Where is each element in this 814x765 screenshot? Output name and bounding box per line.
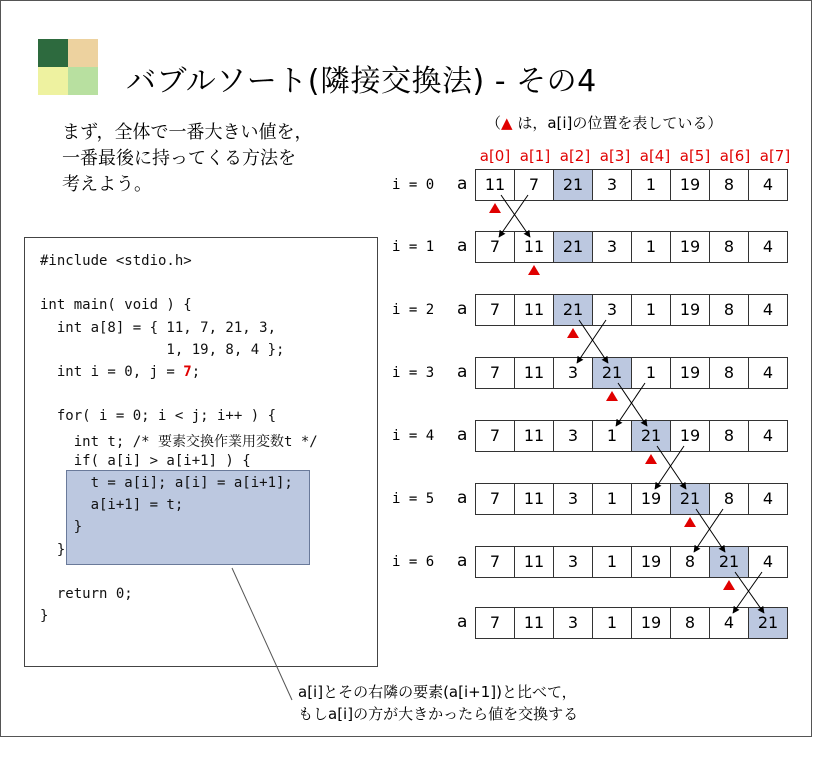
array-cell: 19 [670, 294, 710, 326]
array-cell: 8 [670, 546, 710, 578]
array-cell: 8 [709, 357, 749, 389]
code-line-text: if( a[i] > a[i+1] ) { [40, 452, 251, 469]
array-cell: 4 [748, 357, 788, 389]
callout-text: a[i]とその右隣の要素(a[i+1])と比べて， もしa[i]の方が大きかったら値を交換する [298, 683, 579, 723]
swap-arrow [577, 320, 606, 363]
code-line-text: return 0; [40, 586, 133, 602]
array-cell: 11 [514, 231, 554, 263]
array-cell: 21 [709, 546, 749, 578]
array-cell: 3 [553, 607, 593, 639]
array-cell: 8 [709, 231, 749, 263]
position-marker [567, 328, 579, 338]
array-cell: 11 [514, 546, 554, 578]
array-cell: 1 [631, 231, 671, 263]
swap-arrow [696, 509, 725, 552]
code-line-text: int main( void ) { [40, 297, 192, 314]
array-cell: 11 [514, 357, 554, 389]
note-prefix: （ [486, 114, 502, 132]
array-cell: 21 [670, 483, 710, 515]
array-cell: 3 [592, 169, 632, 201]
array-cell: 3 [592, 231, 632, 263]
marker-triangle-icon: ▲ [501, 114, 513, 132]
array-cell: 11 [475, 169, 515, 201]
position-marker [606, 391, 618, 401]
array-name: a [457, 425, 468, 445]
code-line-text: for( i = 0; i < j; i++ ) { [40, 408, 277, 425]
array-cell: 7 [475, 420, 515, 452]
array-cell: 19 [670, 169, 710, 201]
array-cell: 11 [514, 420, 554, 452]
array-cell: 4 [748, 169, 788, 201]
array-cell: 21 [553, 169, 593, 201]
array-cell: 3 [553, 420, 593, 452]
code-line-text: } [40, 608, 49, 625]
code-line-text: 1, 19, 8, 4 }; [40, 341, 285, 358]
array-cell: 1 [592, 607, 632, 639]
array-cell: 11 [514, 294, 554, 326]
swap-arrow [655, 446, 684, 489]
array-cell: 1 [592, 420, 632, 452]
code-line-text: a[i+1] = t; [40, 497, 184, 514]
array-cell: 21 [592, 357, 632, 389]
index-label: a[4] [639, 147, 671, 165]
row-label: i = 5 [392, 491, 435, 507]
array-cell: 3 [553, 357, 593, 389]
slide-title: バブルソート(隣接交換法) - その4 [126, 64, 597, 99]
array-name: a [457, 299, 468, 319]
array-cell: 3 [553, 546, 593, 578]
position-marker [684, 517, 696, 527]
array-cell: 7 [475, 357, 515, 389]
index-label: a[7] [759, 147, 791, 165]
row-label: i = 3 [392, 365, 435, 381]
array-cell: 1 [631, 169, 671, 201]
array-cell: 19 [670, 357, 710, 389]
position-marker [528, 265, 540, 275]
callout-pointer [232, 568, 292, 700]
array-name: a [457, 488, 468, 508]
array-cell: 19 [670, 420, 710, 452]
array-cell: 7 [514, 169, 554, 201]
array-cell: 21 [748, 607, 788, 639]
array-cell: 4 [748, 420, 788, 452]
note-text: は，a[i]の位置を表している） [512, 114, 723, 132]
array-name: a [457, 551, 468, 571]
array-cell: 19 [631, 607, 671, 639]
array-cell: 7 [475, 231, 515, 263]
swap-arrow [616, 383, 645, 426]
swap-arrow [694, 509, 723, 552]
array-cell: 1 [592, 483, 632, 515]
array-name: a [457, 236, 468, 256]
array-cell: 19 [631, 546, 671, 578]
array-name: a [457, 174, 468, 194]
array-cell: 7 [475, 546, 515, 578]
intro-text: まず，全体で一番大きい値を， 一番最後に持ってくる方法を 考えよう。 [62, 122, 313, 195]
array-cell: 21 [553, 231, 593, 263]
swap-arrow [499, 195, 528, 237]
swap-arrow [733, 572, 762, 613]
array-cell: 4 [709, 607, 749, 639]
array-cell: 8 [709, 420, 749, 452]
swap-arrow [657, 446, 686, 489]
code-line-text: int i = 0, j = [40, 364, 184, 380]
swap-arrow [579, 320, 608, 363]
array-cell: 4 [748, 231, 788, 263]
array-cell: 3 [553, 483, 593, 515]
code-line-text: t = a[i]; a[i] = a[i+1]; [40, 475, 293, 491]
code-line-text: int a[8] = { 11, 7, 21, 3, [40, 319, 277, 336]
array-cell: 11 [514, 607, 554, 639]
array-cell: 8 [709, 294, 749, 326]
array-cell: 4 [748, 294, 788, 326]
array-cell: 7 [475, 483, 515, 515]
array-cell: 8 [670, 607, 710, 639]
array-cell: 7 [475, 294, 515, 326]
swap-arrow [501, 195, 530, 237]
array-cell: 19 [631, 483, 671, 515]
position-marker [723, 580, 735, 590]
array-cell: 4 [748, 546, 788, 578]
index-label: a[0] [479, 147, 511, 165]
j-suffix: ; [191, 364, 201, 380]
array-cell: 8 [709, 483, 749, 515]
code-line-text: } [40, 541, 66, 558]
array-name: a [457, 612, 468, 632]
array-cell: 1 [631, 357, 671, 389]
row-label: i = 0 [392, 177, 435, 193]
array-cell: 1 [631, 294, 671, 326]
code-line-text: int t; /* 要素交換作業用変数t */ [40, 433, 318, 450]
index-label: a[5] [679, 147, 711, 165]
index-label: a[3] [599, 147, 631, 165]
code-line-text: } [40, 519, 83, 536]
array-cell: 21 [631, 420, 671, 452]
index-label: a[6] [719, 147, 751, 165]
row-label: i = 1 [392, 239, 435, 255]
swap-arrow [618, 383, 647, 426]
swap-arrow [735, 572, 764, 613]
array-cell: 19 [670, 231, 710, 263]
array-cell: 21 [553, 294, 593, 326]
index-label: a[1] [519, 147, 551, 165]
j-value: 7 [183, 364, 192, 380]
array-cell: 1 [592, 546, 632, 578]
row-label: i = 4 [392, 428, 435, 444]
array-name: a [457, 362, 468, 382]
array-cell: 8 [709, 169, 749, 201]
index-label: a[2] [559, 147, 591, 165]
position-marker [645, 454, 657, 464]
row-label: i = 2 [392, 302, 435, 318]
array-cell: 4 [748, 483, 788, 515]
array-cell: 11 [514, 483, 554, 515]
row-label: i = 6 [392, 554, 435, 570]
array-cell: 7 [475, 607, 515, 639]
code-line-text: #include <stdio.h> [40, 253, 192, 269]
position-marker [489, 203, 501, 213]
array-cell: 3 [592, 294, 632, 326]
